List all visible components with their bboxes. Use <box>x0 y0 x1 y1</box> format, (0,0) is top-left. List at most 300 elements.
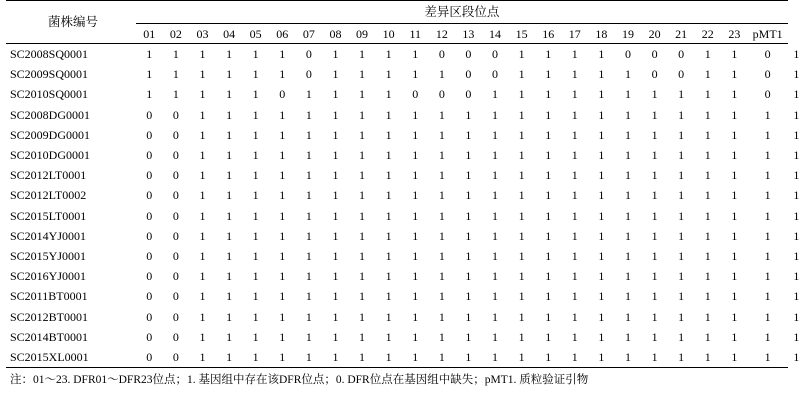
value-cell: 1 <box>438 248 445 263</box>
value-cell: 1 <box>279 309 286 324</box>
value-cell: 1 <box>571 329 578 344</box>
column-header-04: 04 <box>223 26 236 41</box>
table-row <box>6 206 805 226</box>
value-cell: 1 <box>438 168 445 183</box>
value-cell: 1 <box>438 208 445 223</box>
value-cell: 1 <box>678 127 685 142</box>
column-header-22: 22 <box>701 26 714 41</box>
value-cell: 1 <box>359 248 366 263</box>
value-cell: 1 <box>731 107 738 122</box>
value-cell: 1 <box>518 329 525 344</box>
value-cell: 1 <box>465 309 472 324</box>
value-cell: 1 <box>678 309 685 324</box>
value-cell: 1 <box>359 148 366 163</box>
value-cell: 1 <box>385 228 392 243</box>
value-cell: 1 <box>412 248 419 263</box>
value-cell: 1 <box>571 87 578 102</box>
value-cell: 1 <box>252 127 259 142</box>
value-cell: 0 <box>465 47 472 62</box>
value-cell: 1 <box>764 248 771 263</box>
value-cell: 1 <box>199 168 206 183</box>
value-cell: 1 <box>518 228 525 243</box>
strain-id-cell: SC2015LT0001 <box>10 208 87 223</box>
value-cell: 1 <box>545 168 552 183</box>
value-cell: 1 <box>359 228 366 243</box>
value-cell: 1 <box>226 47 233 62</box>
value-cell: 1 <box>598 67 605 82</box>
table-bottom-rule <box>6 368 805 369</box>
value-cell: 1 <box>252 107 259 122</box>
value-cell: 1 <box>465 329 472 344</box>
column-header-strain: 菌株编号 <box>47 14 98 29</box>
value-cell: 0 <box>172 127 179 142</box>
table-row <box>6 105 805 125</box>
value-cell: 1 <box>465 248 472 263</box>
value-cell: 1 <box>704 47 711 62</box>
strain-id-cell: SC2010SQ0001 <box>10 87 89 102</box>
value-cell: 1 <box>385 127 392 142</box>
value-cell: 1 <box>598 349 605 364</box>
value-cell: 1 <box>651 87 658 102</box>
strain-id-cell: SC2014YJ0001 <box>10 228 87 243</box>
value-cell: 1 <box>279 269 286 284</box>
value-cell: 1 <box>199 269 206 284</box>
value-cell: 1 <box>764 289 771 304</box>
value-cell: 1 <box>279 47 286 62</box>
value-cell: 1 <box>731 248 738 263</box>
value-cell: 1 <box>359 289 366 304</box>
value-cell: 1 <box>492 107 499 122</box>
strain-id-cell: SC2014BT0001 <box>10 329 89 344</box>
value-cell: 1 <box>793 87 800 102</box>
header-row-primary <box>6 1 805 24</box>
value-cell: 1 <box>571 47 578 62</box>
value-cell: 1 <box>545 309 552 324</box>
value-cell: 1 <box>305 168 312 183</box>
value-cell: 1 <box>359 309 366 324</box>
value-cell: 1 <box>651 148 658 163</box>
value-cell: 1 <box>793 228 800 243</box>
value-cell: 1 <box>226 67 233 82</box>
value-cell: 1 <box>598 329 605 344</box>
strain-id-cell: SC2012LT0001 <box>10 168 87 183</box>
column-header-03: 03 <box>196 26 209 41</box>
value-cell: 1 <box>492 87 499 102</box>
value-cell: 1 <box>465 289 472 304</box>
value-cell: 0 <box>624 47 631 62</box>
value-cell: 0 <box>172 349 179 364</box>
table-row <box>6 347 805 368</box>
value-cell: 1 <box>359 127 366 142</box>
value-cell: 1 <box>279 67 286 82</box>
value-cell: 1 <box>598 289 605 304</box>
value-cell: 1 <box>412 208 419 223</box>
value-cell: 1 <box>412 349 419 364</box>
table-row <box>6 266 805 286</box>
value-cell: 1 <box>764 269 771 284</box>
value-cell: 1 <box>385 289 392 304</box>
value-cell: 1 <box>332 289 339 304</box>
value-cell: 1 <box>704 228 711 243</box>
value-cell: 1 <box>465 107 472 122</box>
table-row <box>6 306 805 326</box>
value-cell: 1 <box>412 289 419 304</box>
value-cell: 0 <box>146 329 153 344</box>
value-cell: 1 <box>764 127 771 142</box>
table-row <box>6 226 805 246</box>
value-cell: 0 <box>172 208 179 223</box>
value-cell: 1 <box>651 188 658 203</box>
column-group-header-regions: 差异区段位点 <box>136 1 788 24</box>
value-cell: 0 <box>172 107 179 122</box>
value-cell: 1 <box>412 228 419 243</box>
value-cell: 1 <box>571 248 578 263</box>
value-cell: 1 <box>279 289 286 304</box>
value-cell: 1 <box>624 349 631 364</box>
value-cell: 1 <box>438 269 445 284</box>
value-cell: 1 <box>704 67 711 82</box>
value-cell: 1 <box>678 148 685 163</box>
value-cell: 1 <box>199 228 206 243</box>
value-cell: 1 <box>385 188 392 203</box>
value-cell: 1 <box>651 329 658 344</box>
value-cell: 1 <box>359 188 366 203</box>
value-cell: 1 <box>226 208 233 223</box>
strain-id-cell: SC2008SQ0001 <box>10 47 89 62</box>
value-cell: 0 <box>146 208 153 223</box>
value-cell: 1 <box>305 188 312 203</box>
value-cell: 1 <box>438 349 445 364</box>
value-cell: 1 <box>704 269 711 284</box>
value-cell: 1 <box>492 228 499 243</box>
value-cell: 1 <box>518 168 525 183</box>
value-cell: 1 <box>226 107 233 122</box>
column-header-pMT1: pMT1 <box>752 26 783 41</box>
value-cell: 1 <box>624 127 631 142</box>
value-cell: 1 <box>731 269 738 284</box>
value-cell: 1 <box>678 349 685 364</box>
value-cell: 1 <box>704 289 711 304</box>
column-header-17: 17 <box>568 26 581 41</box>
value-cell: 1 <box>385 349 392 364</box>
value-cell: 0 <box>764 87 771 102</box>
value-cell: 1 <box>545 107 552 122</box>
value-cell: 1 <box>359 87 366 102</box>
value-cell: 1 <box>764 148 771 163</box>
value-cell: 1 <box>305 87 312 102</box>
value-cell: 1 <box>518 349 525 364</box>
value-cell: 1 <box>252 309 259 324</box>
value-cell: 1 <box>651 107 658 122</box>
value-cell: 1 <box>412 148 419 163</box>
value-cell: 1 <box>731 309 738 324</box>
value-cell: 0 <box>172 248 179 263</box>
value-cell: 1 <box>332 127 339 142</box>
table-row <box>6 125 805 145</box>
value-cell: 0 <box>172 309 179 324</box>
value-cell: 0 <box>172 168 179 183</box>
value-cell: 1 <box>518 309 525 324</box>
value-cell: 1 <box>332 67 339 82</box>
value-cell: 1 <box>651 228 658 243</box>
value-cell: 1 <box>598 47 605 62</box>
value-cell: 1 <box>651 289 658 304</box>
strain-id-cell: SC2012BT0001 <box>10 309 89 324</box>
strain-id-cell: SC2015XL0001 <box>10 349 89 364</box>
value-cell: 1 <box>412 269 419 284</box>
value-cell: 1 <box>704 208 711 223</box>
value-cell: 1 <box>359 208 366 223</box>
value-cell: 1 <box>518 127 525 142</box>
value-cell: 1 <box>624 248 631 263</box>
value-cell: 1 <box>305 349 312 364</box>
value-cell: 1 <box>146 87 153 102</box>
value-cell: 1 <box>624 148 631 163</box>
value-cell: 1 <box>793 168 800 183</box>
value-cell: 1 <box>252 228 259 243</box>
column-header-05: 05 <box>249 26 262 41</box>
value-cell: 1 <box>545 248 552 263</box>
value-cell: 1 <box>252 248 259 263</box>
value-cell: 1 <box>793 148 800 163</box>
value-cell: 1 <box>571 127 578 142</box>
column-header-13: 13 <box>462 26 475 41</box>
value-cell: 1 <box>359 349 366 364</box>
column-header-11: 11 <box>409 26 422 41</box>
value-cell: 0 <box>764 47 771 62</box>
value-cell: 1 <box>624 67 631 82</box>
value-cell: 1 <box>438 188 445 203</box>
value-cell: 1 <box>465 349 472 364</box>
value-cell: 0 <box>651 47 658 62</box>
rule-line <box>6 368 788 369</box>
value-cell: 1 <box>624 228 631 243</box>
value-cell: 1 <box>146 47 153 62</box>
value-cell: 1 <box>305 289 312 304</box>
value-cell: 1 <box>492 188 499 203</box>
value-cell: 1 <box>226 269 233 284</box>
value-cell: 1 <box>332 188 339 203</box>
value-cell: 1 <box>598 188 605 203</box>
value-cell: 1 <box>704 188 711 203</box>
value-cell: 1 <box>571 228 578 243</box>
value-cell: 1 <box>624 168 631 183</box>
table-row <box>6 145 805 165</box>
value-cell: 1 <box>332 248 339 263</box>
strain-id-cell: SC2010DG0001 <box>10 148 91 163</box>
value-cell: 1 <box>252 289 259 304</box>
value-cell: 0 <box>172 148 179 163</box>
strain-id-cell: SC2015YJ0001 <box>10 248 87 263</box>
value-cell: 1 <box>764 188 771 203</box>
value-cell: 1 <box>545 228 552 243</box>
value-cell: 0 <box>146 228 153 243</box>
value-cell: 1 <box>704 107 711 122</box>
value-cell: 1 <box>518 87 525 102</box>
value-cell: 1 <box>465 148 472 163</box>
value-cell: 1 <box>518 67 525 82</box>
strain-id-cell: SC2016YJ0001 <box>10 269 87 284</box>
value-cell: 1 <box>793 309 800 324</box>
column-header-21: 21 <box>675 26 688 41</box>
value-cell: 1 <box>598 87 605 102</box>
value-cell: 0 <box>492 67 499 82</box>
value-cell: 1 <box>624 107 631 122</box>
table-row <box>6 64 805 84</box>
value-cell: 0 <box>438 47 445 62</box>
value-cell: 1 <box>571 349 578 364</box>
value-cell: 1 <box>412 127 419 142</box>
value-cell: 1 <box>731 127 738 142</box>
value-cell: 1 <box>199 329 206 344</box>
column-header-08: 08 <box>329 26 342 41</box>
value-cell: 1 <box>545 269 552 284</box>
value-cell: 1 <box>465 188 472 203</box>
value-cell: 1 <box>226 289 233 304</box>
value-cell: 1 <box>793 107 800 122</box>
value-cell: 1 <box>438 127 445 142</box>
value-cell: 1 <box>651 127 658 142</box>
value-cell: 1 <box>359 269 366 284</box>
value-cell: 0 <box>146 148 153 163</box>
value-cell: 1 <box>199 67 206 82</box>
value-cell: 1 <box>731 188 738 203</box>
value-cell: 1 <box>764 208 771 223</box>
value-cell: 1 <box>492 309 499 324</box>
value-cell: 1 <box>279 148 286 163</box>
value-cell: 1 <box>252 87 259 102</box>
value-cell: 1 <box>359 47 366 62</box>
value-cell: 1 <box>279 329 286 344</box>
value-cell: 1 <box>678 188 685 203</box>
value-cell: 1 <box>252 269 259 284</box>
value-cell: 1 <box>571 148 578 163</box>
table-row <box>6 84 805 104</box>
value-cell: 1 <box>545 188 552 203</box>
value-cell: 0 <box>146 289 153 304</box>
value-cell: 1 <box>252 148 259 163</box>
value-cell: 1 <box>492 148 499 163</box>
value-cell: 1 <box>305 329 312 344</box>
value-cell: 1 <box>545 127 552 142</box>
value-cell: 1 <box>492 208 499 223</box>
value-cell: 1 <box>465 127 472 142</box>
value-cell: 1 <box>651 309 658 324</box>
value-cell: 1 <box>252 349 259 364</box>
value-cell: 1 <box>571 289 578 304</box>
dfr-matrix-table <box>6 0 805 368</box>
value-cell: 1 <box>492 289 499 304</box>
value-cell: 1 <box>332 349 339 364</box>
value-cell: 1 <box>598 269 605 284</box>
strain-id-cell: SC2011BT0001 <box>10 289 88 304</box>
value-cell: 1 <box>438 148 445 163</box>
value-cell: 1 <box>305 148 312 163</box>
value-cell: 1 <box>624 329 631 344</box>
value-cell: 1 <box>704 87 711 102</box>
strain-id-cell: SC2009SQ0001 <box>10 67 89 82</box>
value-cell: 1 <box>518 289 525 304</box>
value-cell: 1 <box>438 289 445 304</box>
value-cell: 1 <box>731 87 738 102</box>
value-cell: 1 <box>492 248 499 263</box>
value-cell: 1 <box>793 127 800 142</box>
value-cell: 0 <box>146 269 153 284</box>
column-header-12: 12 <box>435 26 448 41</box>
value-cell: 1 <box>226 148 233 163</box>
column-header-23: 23 <box>728 26 741 41</box>
value-cell: 1 <box>704 168 711 183</box>
value-cell: 0 <box>438 87 445 102</box>
value-cell: 0 <box>146 107 153 122</box>
value-cell: 1 <box>252 47 259 62</box>
value-cell: 1 <box>731 168 738 183</box>
value-cell: 1 <box>704 148 711 163</box>
value-cell: 0 <box>678 47 685 62</box>
value-cell: 1 <box>793 208 800 223</box>
value-cell: 1 <box>359 329 366 344</box>
value-cell: 1 <box>438 309 445 324</box>
value-cell: 0 <box>651 67 658 82</box>
value-cell: 1 <box>704 329 711 344</box>
value-cell: 1 <box>332 168 339 183</box>
value-cell: 1 <box>146 67 153 82</box>
value-cell: 0 <box>172 269 179 284</box>
value-cell: 1 <box>279 188 286 203</box>
value-cell: 1 <box>385 168 392 183</box>
value-cell: 1 <box>252 188 259 203</box>
value-cell: 1 <box>545 289 552 304</box>
value-cell: 1 <box>545 349 552 364</box>
value-cell: 0 <box>146 127 153 142</box>
column-header-16: 16 <box>542 26 555 41</box>
value-cell: 1 <box>226 309 233 324</box>
value-cell: 1 <box>793 67 800 82</box>
value-cell: 1 <box>545 208 552 223</box>
value-cell: 1 <box>279 208 286 223</box>
value-cell: 1 <box>226 188 233 203</box>
value-cell: 1 <box>385 107 392 122</box>
value-cell: 0 <box>146 349 153 364</box>
value-cell: 1 <box>731 148 738 163</box>
value-cell: 1 <box>332 87 339 102</box>
value-cell: 1 <box>492 269 499 284</box>
value-cell: 1 <box>545 67 552 82</box>
table-row <box>6 246 805 266</box>
value-cell: 1 <box>465 269 472 284</box>
value-cell: 0 <box>764 67 771 82</box>
value-cell: 1 <box>199 349 206 364</box>
value-cell: 1 <box>226 349 233 364</box>
value-cell: 0 <box>465 67 472 82</box>
value-cell: 1 <box>332 107 339 122</box>
value-cell: 1 <box>598 228 605 243</box>
value-cell: 1 <box>793 47 800 62</box>
value-cell: 0 <box>146 309 153 324</box>
value-cell: 1 <box>678 248 685 263</box>
strain-id-cell: SC2012LT0002 <box>10 188 87 203</box>
value-cell: 1 <box>764 168 771 183</box>
value-cell: 1 <box>252 67 259 82</box>
column-header-01: 01 <box>143 26 156 41</box>
value-cell: 1 <box>678 107 685 122</box>
value-cell: 0 <box>146 248 153 263</box>
value-cell: 0 <box>172 188 179 203</box>
value-cell: 1 <box>518 269 525 284</box>
value-cell: 1 <box>764 228 771 243</box>
value-cell: 1 <box>465 168 472 183</box>
value-cell: 1 <box>571 208 578 223</box>
